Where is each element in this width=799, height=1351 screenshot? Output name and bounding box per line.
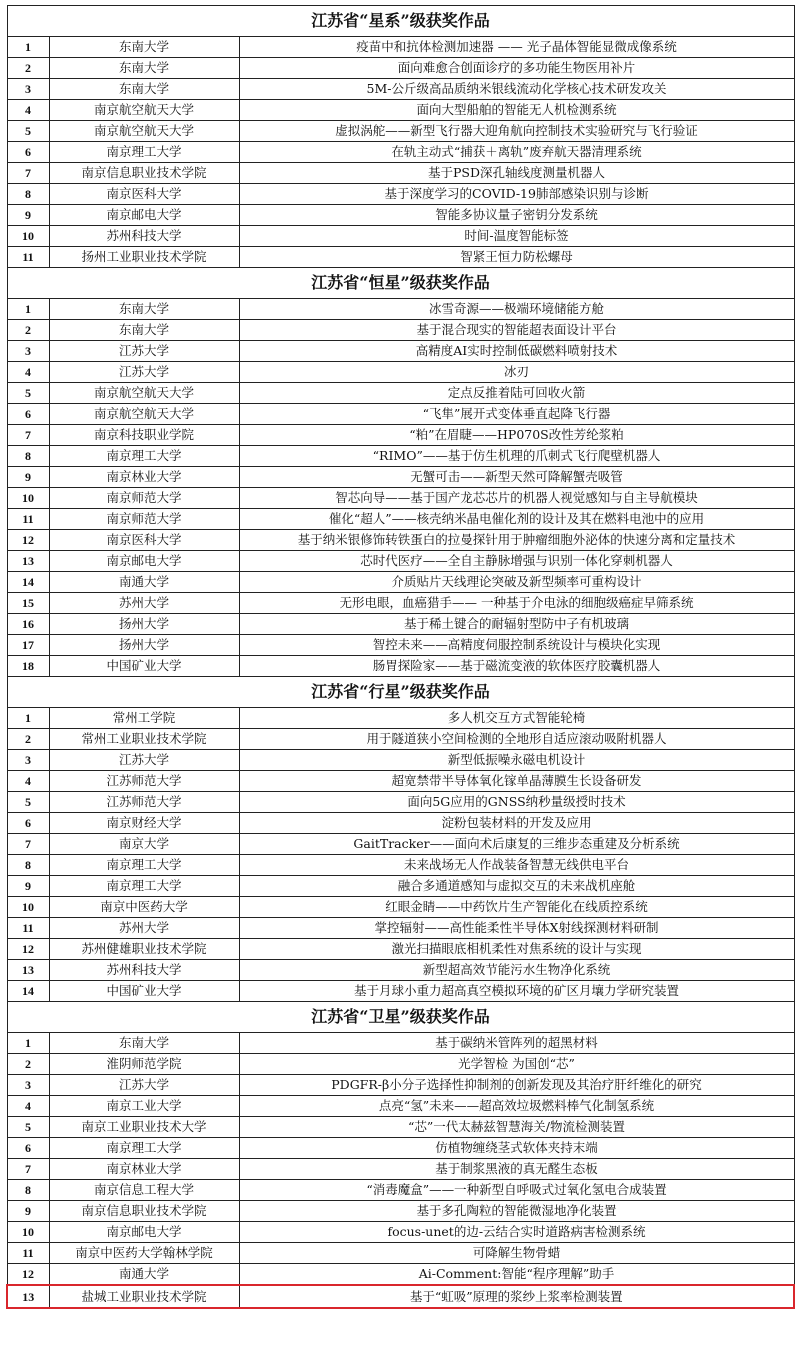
num-cell: 13 xyxy=(7,551,49,572)
university-cell: 南京信息工程大学 xyxy=(49,1180,239,1201)
table-row xyxy=(7,813,794,834)
num-cell: 14 xyxy=(7,981,49,1002)
num-cell: 12 xyxy=(7,530,49,551)
project-cell: 新型低振噪永磁电机设计 xyxy=(239,750,794,771)
project-cell: focus-unet的边-云结合实时道路病害检测系统 xyxy=(239,1222,794,1243)
university-cell: 常州工业职业技术学院 xyxy=(49,729,239,750)
table-row xyxy=(7,1159,794,1180)
num-cell: 9 xyxy=(7,205,49,226)
table-row xyxy=(7,771,794,792)
university-cell: 东南大学 xyxy=(49,58,239,79)
university-cell: 南京科技职业学院 xyxy=(49,425,239,446)
university-cell: 东南大学 xyxy=(49,320,239,341)
project-cell: 催化“超人”——核壳纳米晶电催化剂的设计及其在燃料电池中的应用 xyxy=(239,509,794,530)
num-cell: 5 xyxy=(7,1117,49,1138)
project-cell: “芯”一代太赫兹智慧海关/物流检测装置 xyxy=(239,1117,794,1138)
num-cell: 3 xyxy=(7,341,49,362)
university-cell: 南京理工大学 xyxy=(49,876,239,897)
table-row xyxy=(7,100,794,121)
num-cell: 7 xyxy=(7,834,49,855)
project-cell: 淀粉包装材料的开发及应用 xyxy=(239,813,794,834)
table-row xyxy=(7,383,794,404)
university-cell: 南京航空航天大学 xyxy=(49,100,239,121)
project-cell: 智能多协议量子密钥分发系统 xyxy=(239,205,794,226)
university-cell: 南京师范大学 xyxy=(49,488,239,509)
table-row xyxy=(7,320,794,341)
table-row xyxy=(7,729,794,750)
university-cell: 扬州大学 xyxy=(49,614,239,635)
highlighted-table-row xyxy=(7,1285,794,1308)
num-cell: 2 xyxy=(7,729,49,750)
num-cell: 15 xyxy=(7,593,49,614)
project-cell: 基于PSD深孔轴线度测量机器人 xyxy=(239,163,794,184)
table-row xyxy=(7,163,794,184)
num-cell: 8 xyxy=(7,446,49,467)
university-cell: 南京理工大学 xyxy=(49,1138,239,1159)
university-cell: 苏州科技大学 xyxy=(49,960,239,981)
num-cell: 2 xyxy=(7,1054,49,1075)
project-cell: 多人机交互方式智能轮椅 xyxy=(239,708,794,729)
award-table xyxy=(6,5,795,1309)
table-row xyxy=(7,467,794,488)
project-cell: 智芯向导——基于国产龙芯芯片的机器人视觉感知与自主导航模块 xyxy=(239,488,794,509)
university-cell: 扬州大学 xyxy=(49,635,239,656)
num-cell: 1 xyxy=(7,1033,49,1054)
num-cell: 1 xyxy=(7,708,49,729)
table-row xyxy=(7,79,794,100)
university-cell: 南通大学 xyxy=(49,572,239,593)
project-cell: 冰刃 xyxy=(239,362,794,383)
project-cell: 无蟹可击——新型天然可降解蟹壳吸管 xyxy=(239,467,794,488)
num-cell: 6 xyxy=(7,142,49,163)
project-cell: 介质贴片天线理论突破及新型频率可重构设计 xyxy=(239,572,794,593)
project-cell: 未来战场无人作战装备智慧无线供电平台 xyxy=(239,855,794,876)
table-row xyxy=(7,918,794,939)
university-cell: 南京邮电大学 xyxy=(49,1222,239,1243)
university-cell: 江苏大学 xyxy=(49,750,239,771)
section-title: 江苏省“星系”级获奖作品 xyxy=(7,6,794,37)
university-cell: 南京理工大学 xyxy=(49,142,239,163)
num-cell: 11 xyxy=(7,918,49,939)
project-cell: 基于“虹吸”原理的浆纱上浆率检测装置 xyxy=(239,1285,794,1308)
table-row xyxy=(7,551,794,572)
num-cell: 2 xyxy=(7,320,49,341)
num-cell: 6 xyxy=(7,1138,49,1159)
university-cell: 常州工学院 xyxy=(49,708,239,729)
university-cell: 南京工业大学 xyxy=(49,1096,239,1117)
num-cell: 7 xyxy=(7,1159,49,1180)
project-cell: 新型超高效节能污水生物净化系统 xyxy=(239,960,794,981)
university-cell: 东南大学 xyxy=(49,79,239,100)
table-row xyxy=(7,1222,794,1243)
university-cell: 南京大学 xyxy=(49,834,239,855)
num-cell: 6 xyxy=(7,813,49,834)
university-cell: 盐城工业职业技术学院 xyxy=(49,1285,239,1308)
num-cell: 2 xyxy=(7,58,49,79)
project-cell: 芯时代医疗——全自主静脉增强与识别一体化穿刺机器人 xyxy=(239,551,794,572)
table-row xyxy=(7,792,794,813)
project-cell: 基于碳纳米管阵列的超黑材料 xyxy=(239,1033,794,1054)
table-row xyxy=(7,247,794,268)
project-cell: 红眼金睛——中药饮片生产智能化在线质控系统 xyxy=(239,897,794,918)
section-title-row xyxy=(7,6,794,37)
university-cell: 南京信息职业技术学院 xyxy=(49,163,239,184)
table-row xyxy=(7,1075,794,1096)
project-cell: 融合多通道感知与虚拟交互的未来战机座舱 xyxy=(239,876,794,897)
table-row xyxy=(7,834,794,855)
table-row xyxy=(7,960,794,981)
num-cell: 4 xyxy=(7,771,49,792)
table-row xyxy=(7,750,794,771)
num-cell: 9 xyxy=(7,467,49,488)
table-row xyxy=(7,1264,794,1286)
table-row xyxy=(7,1096,794,1117)
university-cell: 苏州大学 xyxy=(49,918,239,939)
university-cell: 江苏师范大学 xyxy=(49,792,239,813)
project-cell: 面向5G应用的GNSS纳秒量级授时技术 xyxy=(239,792,794,813)
num-cell: 7 xyxy=(7,425,49,446)
project-cell: 基于深度学习的COVID-19肺部感染识别与诊断 xyxy=(239,184,794,205)
project-cell: 智紧王恒力防松螺母 xyxy=(239,247,794,268)
table-row xyxy=(7,121,794,142)
university-cell: 苏州大学 xyxy=(49,593,239,614)
table-row xyxy=(7,425,794,446)
university-cell: 江苏大学 xyxy=(49,341,239,362)
table-row xyxy=(7,226,794,247)
num-cell: 8 xyxy=(7,1180,49,1201)
project-cell: 冰雪奇源——极端环境储能方舱 xyxy=(239,299,794,320)
university-cell: 南京中医药大学 xyxy=(49,897,239,918)
num-cell: 11 xyxy=(7,247,49,268)
table-row xyxy=(7,635,794,656)
project-cell: “飞隼”展开式变体垂直起降飞行器 xyxy=(239,404,794,425)
project-cell: 超宽禁带半导体氧化镓单晶薄膜生长设备研发 xyxy=(239,771,794,792)
university-cell: 南京工业职业技术大学 xyxy=(49,1117,239,1138)
table-row xyxy=(7,897,794,918)
project-cell: 时间-温度智能标签 xyxy=(239,226,794,247)
num-cell: 1 xyxy=(7,37,49,58)
project-cell: 仿植物缠绕茎式软体夹持末端 xyxy=(239,1138,794,1159)
table-row xyxy=(7,37,794,58)
university-cell: 江苏大学 xyxy=(49,362,239,383)
num-cell: 4 xyxy=(7,100,49,121)
table-row xyxy=(7,1054,794,1075)
num-cell: 14 xyxy=(7,572,49,593)
project-cell: 基于纳米银修饰转铁蛋白的拉曼探针用于肿瘤细胞外泌体的快速分离和定量技术 xyxy=(239,530,794,551)
table-row xyxy=(7,1180,794,1201)
table-row xyxy=(7,299,794,320)
table-row xyxy=(7,981,794,1002)
university-cell: 南京医科大学 xyxy=(49,530,239,551)
section-title: 江苏省“恒星”级获奖作品 xyxy=(7,268,794,299)
num-cell: 10 xyxy=(7,897,49,918)
num-cell: 11 xyxy=(7,509,49,530)
num-cell: 9 xyxy=(7,1201,49,1222)
num-cell: 7 xyxy=(7,163,49,184)
table-row xyxy=(7,1138,794,1159)
table-row xyxy=(7,184,794,205)
table-row xyxy=(7,1243,794,1264)
university-cell: 南京航空航天大学 xyxy=(49,383,239,404)
table-row xyxy=(7,1201,794,1222)
table-row xyxy=(7,939,794,960)
table-row xyxy=(7,142,794,163)
num-cell: 10 xyxy=(7,1222,49,1243)
university-cell: 淮阴师范学院 xyxy=(49,1054,239,1075)
section-title: 江苏省“行星”级获奖作品 xyxy=(7,677,794,708)
project-cell: 5M-公斤级高品质纳米银线流动化学核心技术研发攻关 xyxy=(239,79,794,100)
num-cell: 9 xyxy=(7,876,49,897)
university-cell: 南京林业大学 xyxy=(49,467,239,488)
table-row xyxy=(7,876,794,897)
table-row xyxy=(7,1033,794,1054)
university-cell: 南京医科大学 xyxy=(49,184,239,205)
university-cell: 苏州健雄职业技术学院 xyxy=(49,939,239,960)
university-cell: 南京林业大学 xyxy=(49,1159,239,1180)
project-cell: 定点反推着陆可回收火箭 xyxy=(239,383,794,404)
num-cell: 10 xyxy=(7,226,49,247)
num-cell: 11 xyxy=(7,1243,49,1264)
project-cell: Ai-Comment:智能“程序理解”助手 xyxy=(239,1264,794,1286)
table-row xyxy=(7,509,794,530)
project-cell: 点亮“氢”未来——超高效垃圾燃料棒气化制氢系统 xyxy=(239,1096,794,1117)
university-cell: 中国矿业大学 xyxy=(49,981,239,1002)
num-cell: 1 xyxy=(7,299,49,320)
university-cell: 苏州科技大学 xyxy=(49,226,239,247)
num-cell: 17 xyxy=(7,635,49,656)
project-cell: 肠胃探险家——基于磁流变液的软体医疗胶囊机器人 xyxy=(239,656,794,677)
project-cell: 面向难愈合创面诊疗的多功能生物医用补片 xyxy=(239,58,794,79)
table-row xyxy=(7,530,794,551)
table-row xyxy=(7,572,794,593)
university-cell: 中国矿业大学 xyxy=(49,656,239,677)
num-cell: 5 xyxy=(7,792,49,813)
university-cell: 江苏大学 xyxy=(49,1075,239,1096)
university-cell: 南京理工大学 xyxy=(49,446,239,467)
section-title: 江苏省“卫星”级获奖作品 xyxy=(7,1002,794,1033)
table-row xyxy=(7,205,794,226)
table-row xyxy=(7,488,794,509)
table-row xyxy=(7,58,794,79)
project-cell: GaitTracker——面向术后康复的三维步态重建及分析系统 xyxy=(239,834,794,855)
table-row xyxy=(7,855,794,876)
project-cell: 基于混合现实的智能超表面设计平台 xyxy=(239,320,794,341)
project-cell: PDGFR-β小分子选择性抑制剂的创新发现及其治疗肝纤维化的研究 xyxy=(239,1075,794,1096)
university-cell: 南京航空航天大学 xyxy=(49,404,239,425)
university-cell: 南京师范大学 xyxy=(49,509,239,530)
university-cell: 南京中医药大学翰林学院 xyxy=(49,1243,239,1264)
project-cell: 激光扫描眼底相机柔性对焦系统的设计与实现 xyxy=(239,939,794,960)
project-cell: 虚拟涡舵——新型飞行器大迎角航向控制技术实验研究与飞行验证 xyxy=(239,121,794,142)
university-cell: 南京信息职业技术学院 xyxy=(49,1201,239,1222)
project-cell: “RIMO”——基于仿生机理的爪刺式飞行爬壁机器人 xyxy=(239,446,794,467)
project-cell: 基于月球小重力超高真空模拟环境的矿区月壤力学研究装置 xyxy=(239,981,794,1002)
table-row xyxy=(7,404,794,425)
project-cell: 基于制浆黑液的真无醛生态板 xyxy=(239,1159,794,1180)
university-cell: 东南大学 xyxy=(49,37,239,58)
project-cell: 疫苗中和抗体检测加速器 —— 光子晶体智能显微成像系统 xyxy=(239,37,794,58)
project-cell: 基于多孔陶粒的智能微湿地净化装置 xyxy=(239,1201,794,1222)
project-cell: 掌控辐射——高性能柔性半导体X射线探测材料研制 xyxy=(239,918,794,939)
table-row xyxy=(7,656,794,677)
table-row xyxy=(7,446,794,467)
award-document xyxy=(6,5,793,1309)
num-cell: 12 xyxy=(7,1264,49,1286)
section-title-row xyxy=(7,677,794,708)
num-cell: 6 xyxy=(7,404,49,425)
num-cell: 18 xyxy=(7,656,49,677)
university-cell: 东南大学 xyxy=(49,299,239,320)
university-cell: 江苏师范大学 xyxy=(49,771,239,792)
project-cell: 在轨主动式“捕获＋离轨”废弃航天器清理系统 xyxy=(239,142,794,163)
table-row xyxy=(7,362,794,383)
num-cell: 3 xyxy=(7,750,49,771)
project-cell: 光学智检 为国创“芯” xyxy=(239,1054,794,1075)
num-cell: 10 xyxy=(7,488,49,509)
table-row xyxy=(7,614,794,635)
table-row xyxy=(7,341,794,362)
section-title-row xyxy=(7,1002,794,1033)
num-cell: 3 xyxy=(7,1075,49,1096)
university-cell: 东南大学 xyxy=(49,1033,239,1054)
university-cell: 南京财经大学 xyxy=(49,813,239,834)
project-cell: 高精度AI实时控制低碳燃料喷射技术 xyxy=(239,341,794,362)
table-row xyxy=(7,708,794,729)
table-row xyxy=(7,593,794,614)
num-cell: 5 xyxy=(7,383,49,404)
table-row xyxy=(7,1117,794,1138)
university-cell: 南京理工大学 xyxy=(49,855,239,876)
num-cell: 13 xyxy=(7,1285,49,1308)
num-cell: 16 xyxy=(7,614,49,635)
num-cell: 5 xyxy=(7,121,49,142)
project-cell: 无形电眼，血癌猎手—— 一种基于介电泳的细胞级癌症早筛系统 xyxy=(239,593,794,614)
university-cell: 扬州工业职业技术学院 xyxy=(49,247,239,268)
num-cell: 13 xyxy=(7,960,49,981)
num-cell: 8 xyxy=(7,184,49,205)
project-cell: 用于隧道狭小空间检测的全地形自适应滚动吸附机器人 xyxy=(239,729,794,750)
university-cell: 南京邮电大学 xyxy=(49,205,239,226)
num-cell: 4 xyxy=(7,362,49,383)
project-cell: 基于稀土键合的耐辐射型防中子有机玻璃 xyxy=(239,614,794,635)
num-cell: 8 xyxy=(7,855,49,876)
num-cell: 3 xyxy=(7,79,49,100)
project-cell: “消毒魔盒”——一种新型自呼吸式过氧化氢电合成装置 xyxy=(239,1180,794,1201)
university-cell: 南京航空航天大学 xyxy=(49,121,239,142)
project-cell: 智控未来——高精度伺服控制系统设计与模块化实现 xyxy=(239,635,794,656)
project-cell: “粕”在眉睫——HP070S改性芳纶浆粕 xyxy=(239,425,794,446)
num-cell: 4 xyxy=(7,1096,49,1117)
university-cell: 南京邮电大学 xyxy=(49,551,239,572)
num-cell: 12 xyxy=(7,939,49,960)
award-table-body xyxy=(7,6,794,1309)
project-cell: 面向大型船舶的智能无人机检测系统 xyxy=(239,100,794,121)
section-title-row xyxy=(7,268,794,299)
project-cell: 可降解生物骨蜡 xyxy=(239,1243,794,1264)
university-cell: 南通大学 xyxy=(49,1264,239,1286)
